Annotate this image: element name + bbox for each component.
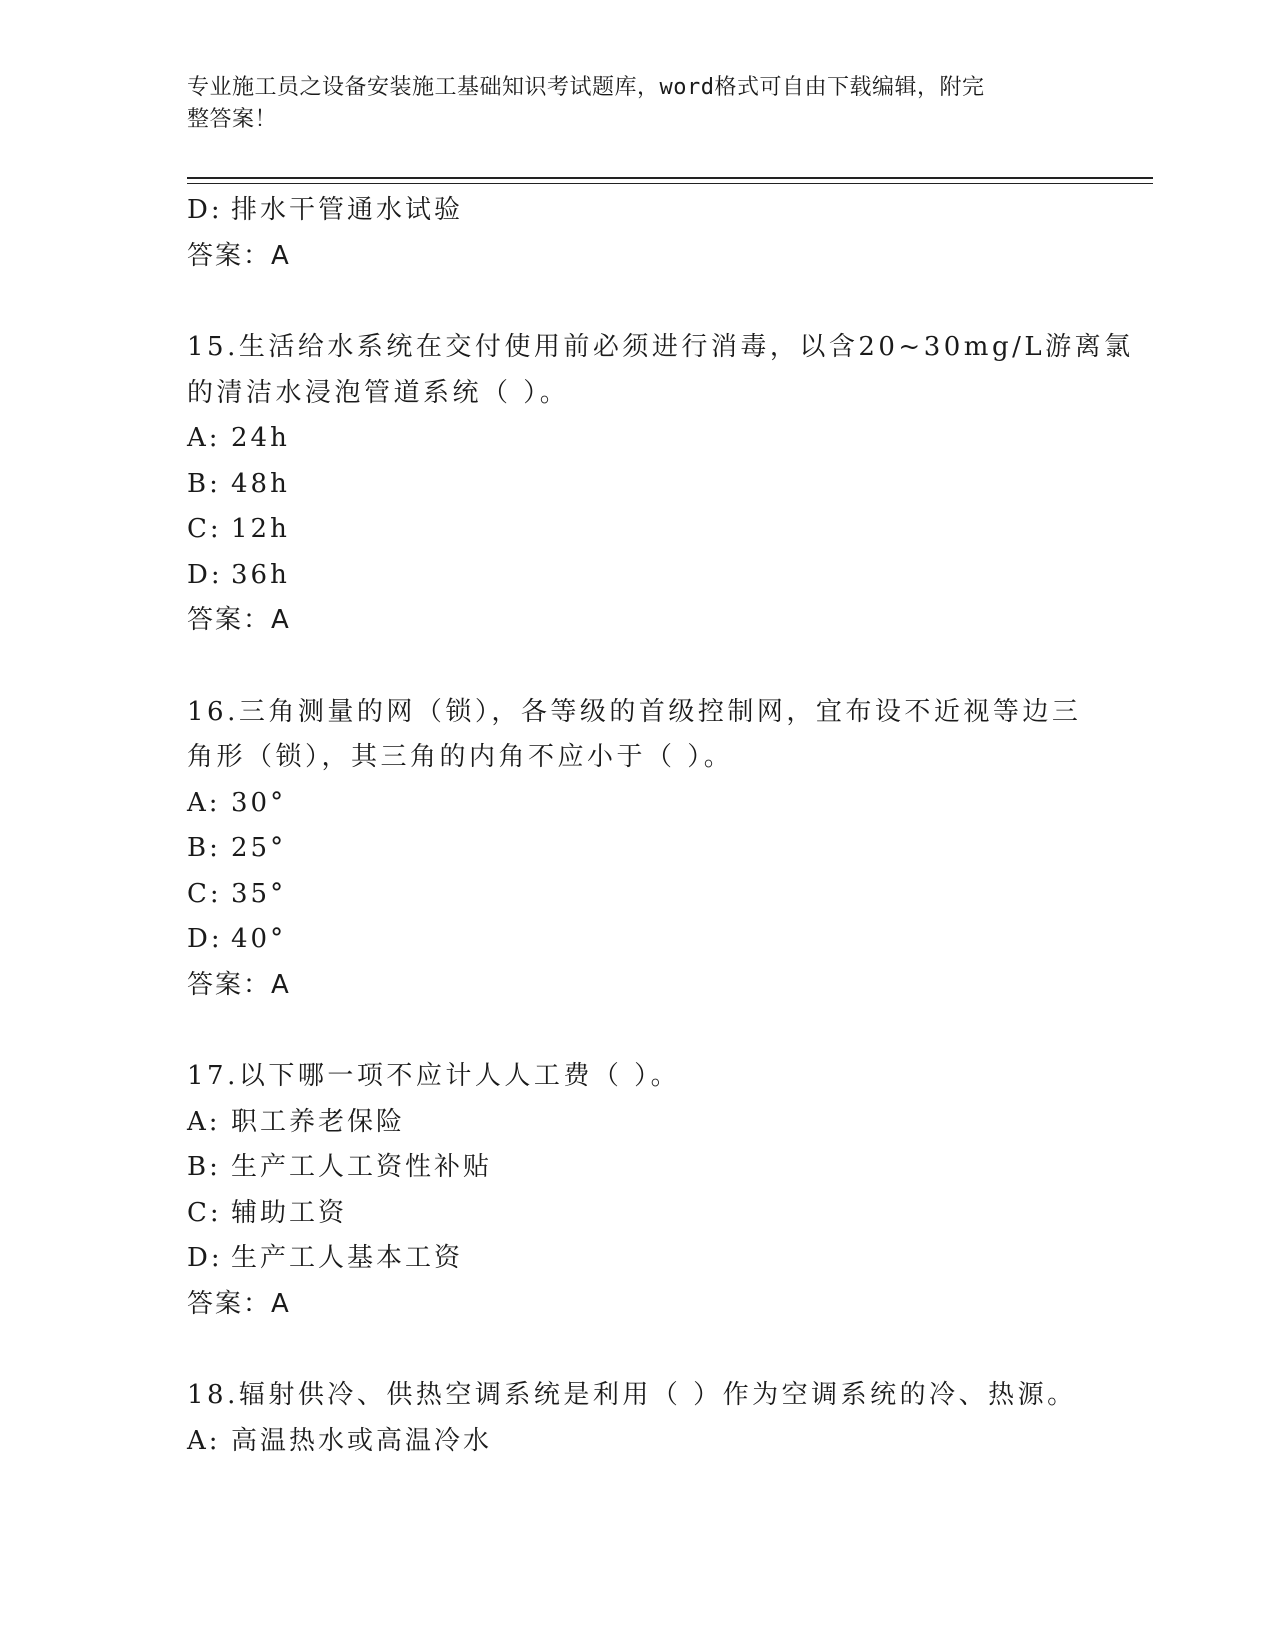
answer-line: 答案：A xyxy=(187,1288,291,1319)
option-letter: C: xyxy=(187,1197,222,1228)
question-17-line-1: 17.以下哪一项不应计人人工费（ ）。 xyxy=(187,1061,681,1091)
question-16-line-2: 角形（锁），其三角的内角不应小于（ ）。 xyxy=(187,742,734,772)
option-letter: A: xyxy=(187,787,221,818)
document-header xyxy=(187,72,1067,136)
option-letter: D: xyxy=(187,1243,223,1273)
option-text: 25° xyxy=(231,833,287,863)
option-c xyxy=(187,507,1087,553)
option-letter: A: xyxy=(187,1106,221,1137)
option-letter: C: xyxy=(187,878,222,909)
option-text: 生产工人工资性补贴 xyxy=(231,1152,493,1182)
option-text: 辅助工资 xyxy=(231,1197,348,1228)
header-line-1: 专业施工员之设备安装施工基础知识考试题库，word格式可自由下载编辑，附完 xyxy=(187,75,985,100)
option-text: 36h xyxy=(231,559,290,590)
option-a xyxy=(187,781,1087,827)
option-c xyxy=(187,872,1087,918)
option-a xyxy=(187,416,1087,462)
option-text: 职工养老保险 xyxy=(231,1106,406,1137)
option-letter: B: xyxy=(187,1152,221,1182)
option-letter: A: xyxy=(187,423,221,453)
option-letter: D: xyxy=(187,559,223,590)
option-text: 生产工人基本工资 xyxy=(231,1243,464,1273)
header-divider-thick xyxy=(187,177,1153,179)
option-text: 40° xyxy=(231,924,287,954)
option-letter: D: xyxy=(187,924,223,954)
option-d xyxy=(187,553,1087,599)
option-letter: A: xyxy=(187,1425,221,1456)
option-text: 30° xyxy=(231,787,287,818)
option-b xyxy=(187,826,1087,872)
option-d xyxy=(187,917,1087,963)
spacer xyxy=(187,1008,1087,1054)
option-b xyxy=(187,462,1087,508)
option-d xyxy=(187,188,1087,234)
option-letter: C: xyxy=(187,514,222,544)
option-a xyxy=(187,1100,1087,1146)
option-letter: D: xyxy=(187,195,223,225)
answer-line: 答案：A xyxy=(187,240,291,271)
question-list xyxy=(187,188,1134,1464)
question-15-line-1: 15.生活给水系统在交付使用前必须进行消毒，以含20~30mg/L游离氯 xyxy=(187,332,1134,362)
header-line-2: 整答案！ xyxy=(187,107,278,132)
option-letter: B: xyxy=(187,833,221,863)
option-text: 高温热水或高温冷水 xyxy=(231,1425,493,1456)
option-text: 12h xyxy=(231,514,290,544)
spacer xyxy=(187,1327,1087,1373)
option-letter: B: xyxy=(187,468,221,499)
answer-line: 答案：A xyxy=(187,605,291,635)
answer-line: 答案：A xyxy=(187,969,291,1000)
option-d xyxy=(187,1236,1087,1282)
option-b xyxy=(187,1145,1087,1191)
option-text: 排水干管通水试验 xyxy=(231,195,464,225)
option-c xyxy=(187,1191,1087,1237)
spacer xyxy=(187,279,1087,325)
question-16-line-1: 16.三角测量的网（锁），各等级的首级控制网，宜布设不近视等边三 xyxy=(187,696,1082,727)
option-text: 24h xyxy=(231,423,290,453)
option-text: 48h xyxy=(231,468,290,499)
spacer xyxy=(187,644,1087,690)
option-text: 35° xyxy=(231,878,287,909)
header-divider-thin xyxy=(187,183,1153,184)
question-15-line-2: 的清洁水浸泡管道系统（ ）。 xyxy=(187,377,570,408)
option-a xyxy=(187,1419,1087,1465)
question-18-line-1: 18.辐射供冷、供热空调系统是利用（ ）作为空调系统的冷、热源。 xyxy=(187,1380,1077,1410)
